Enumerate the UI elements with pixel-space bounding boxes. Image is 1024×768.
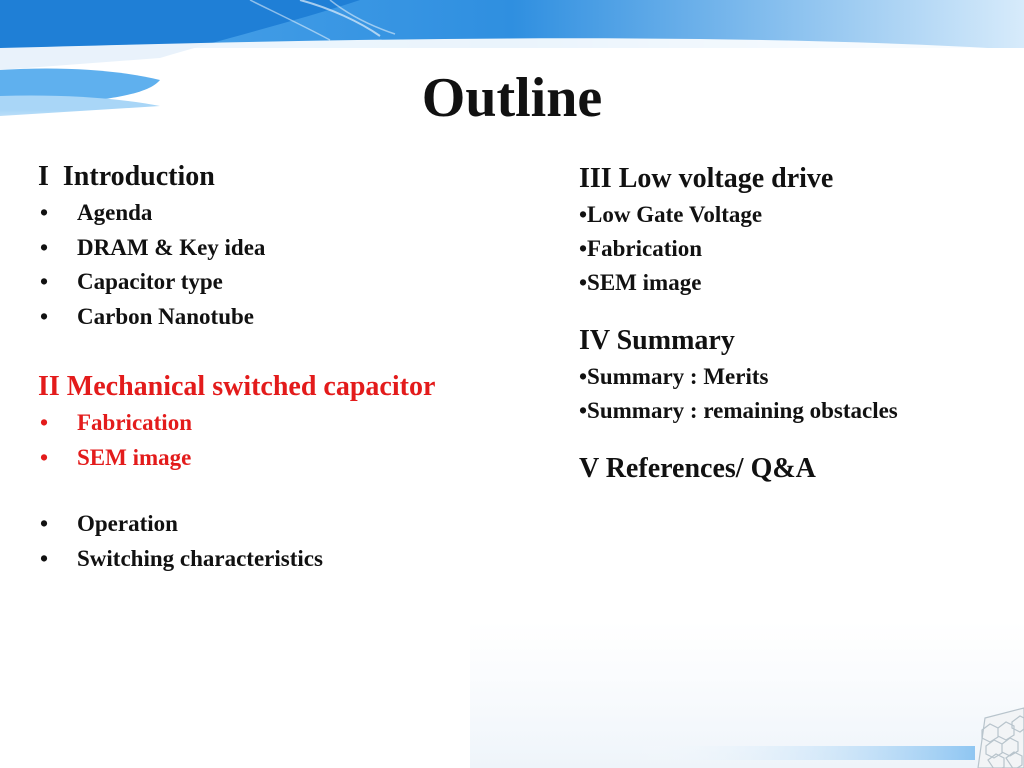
introduction-list: [38, 196, 538, 334]
low-voltage-drive-list: [579, 198, 1019, 300]
list-item: •Low Gate Voltage: [579, 202, 763, 227]
bullet-icon: •: [40, 303, 49, 329]
bullet-icon: •: [40, 545, 49, 571]
summary-list: [579, 360, 1019, 428]
bullet-icon: •: [40, 269, 49, 294]
section-heading-references: V References/ Q&A: [579, 453, 816, 484]
footer-decoration: [0, 600, 1024, 768]
section-heading-summary: IV Summary: [579, 325, 735, 356]
list-item: • Operation: [38, 507, 538, 542]
list-item: • Carbon Nanotube: [38, 300, 538, 335]
outline-left-column: [38, 158, 538, 576]
mechanical-switched-capacitor-highlighted-list: [38, 406, 538, 475]
section-heading-low-voltage-drive: III Low voltage drive: [579, 163, 834, 194]
bullet-icon: •: [40, 444, 49, 470]
list-item: • Fabrication: [38, 406, 538, 441]
list-item: •SEM image: [579, 270, 702, 295]
list-item: • Capacitor type: [38, 265, 538, 300]
bullet-icon: •: [40, 410, 49, 435]
list-item: • SEM image: [38, 441, 538, 476]
list-item: •Summary : Merits: [579, 364, 769, 389]
list-item: •Fabrication: [579, 236, 703, 261]
bullet-icon: •: [40, 511, 49, 536]
list-item: • Switching characteristics: [38, 542, 538, 577]
list-item: • Agenda: [38, 196, 538, 231]
bullet-icon: •: [40, 200, 49, 225]
section-heading-mechanical-switched-capacitor: II Mechanical switched capacitor: [38, 371, 436, 402]
outline-right-column: [579, 160, 1019, 488]
mechanical-switched-capacitor-list: [38, 507, 538, 576]
slide-title: Outline: [421, 67, 603, 129]
list-item: • DRAM & Key idea: [38, 231, 538, 266]
section-heading-introduction: I Introduction: [38, 161, 215, 192]
list-item: •Summary : remaining obstacles: [579, 398, 898, 423]
bullet-icon: •: [40, 234, 49, 260]
